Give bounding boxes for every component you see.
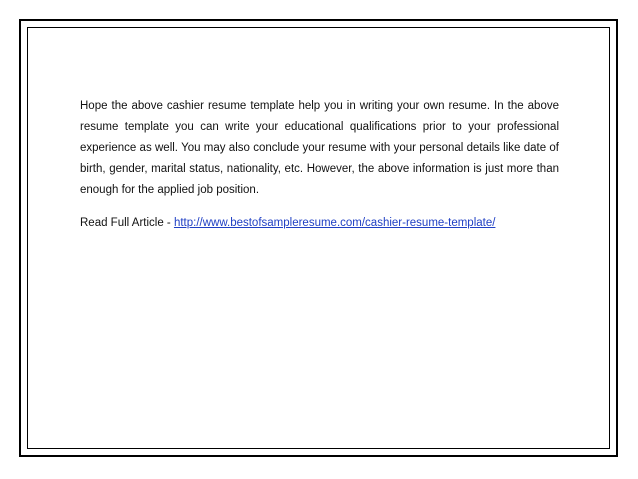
article-link[interactable]: http://www.bestofsampleresume.com/cashier-resume-template/ xyxy=(173,217,496,229)
document-content xyxy=(80,96,559,234)
read-more-label: Read Full Article - xyxy=(80,217,174,229)
inner-border xyxy=(27,27,610,449)
body-paragraph: Hope the above cashier resume template help you in writing your own resume. In the above resume template you can write your educational qualifications prior to your professional experience as well. You may also conclude your resume with your personal details like date of birth, gender, marital status, nationality, etc. However, the above information is just more than enough for the applied job position. xyxy=(80,100,559,196)
read-more-line xyxy=(80,213,559,234)
